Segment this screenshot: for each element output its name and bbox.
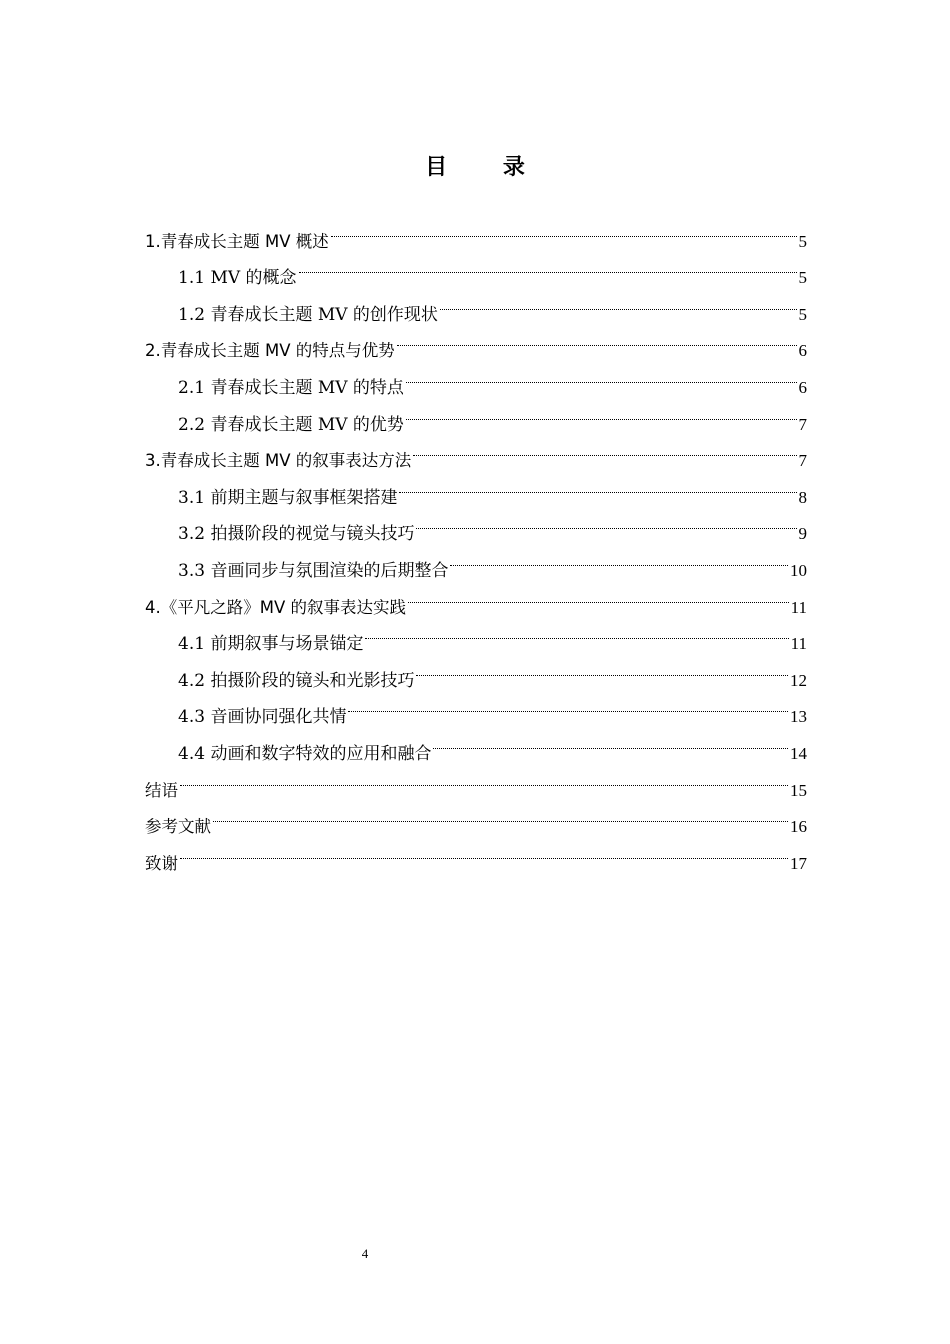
toc-entry-page: 10 [790, 560, 807, 580]
toc-entry-page: 5 [798, 231, 807, 251]
toc-dot-leader [433, 722, 788, 759]
toc-entry-label: 3.3 音画同步与氛围渲染的后期整合 [178, 560, 449, 581]
toc-dot-leader [408, 576, 789, 613]
page-number: 4 [361, 1246, 369, 1261]
toc-dot-leader [416, 649, 788, 686]
toc-dot-leader [406, 356, 797, 393]
toc-dot-leader [406, 393, 797, 430]
toc-entry-label: 4.4 动画和数字特效的应用和融合 [178, 743, 432, 764]
toc-entry[interactable] [145, 832, 807, 873]
toc-dot-leader [299, 247, 797, 284]
toc-entry-label: 3.2 拍摄阶段的视觉与镜头技巧 [178, 524, 415, 545]
toc-entry-page: 5 [798, 304, 807, 324]
toc-entry-label: 1.2 青春成长主题 MV 的创作现状 [178, 304, 438, 325]
toc-entry[interactable] [145, 210, 807, 251]
toc-entry-label: 2.2 青春成长主题 MV 的优势 [178, 414, 404, 435]
toc-entry-label: 4.3 音画协同强化共情 [178, 707, 347, 728]
toc-dot-leader [413, 430, 796, 467]
toc-dot-leader [440, 283, 797, 320]
toc-entry-page: 12 [790, 670, 807, 690]
toc-entry-page: 5 [798, 268, 807, 288]
toc-entry-label: 4.2 拍摄阶段的镜头和光影技巧 [178, 670, 415, 691]
toc-entry-page: 11 [790, 597, 807, 617]
toc-entry-label: 4.《平凡之路》MV 的叙事表达实践 [145, 597, 407, 617]
toc-entry-label: 1.1 MV 的概念 [178, 268, 297, 289]
toc-entry-page: 6 [798, 341, 807, 361]
toc-dot-leader [213, 796, 788, 833]
toc-entry[interactable] [145, 759, 807, 800]
toc-entry[interactable] [145, 796, 807, 837]
toc-entry-page: 7 [798, 414, 807, 434]
toc-dot-leader [397, 320, 797, 357]
toc-entry-label: 致谢 [145, 853, 178, 873]
table-of-contents [145, 210, 807, 873]
toc-entry-label: 参考文献 [145, 817, 211, 837]
toc-entry-label: 2.青春成长主题 MV 的特点与优势 [145, 341, 395, 361]
toc-entry-page: 7 [798, 451, 807, 471]
toc-entry-page: 8 [798, 487, 807, 507]
toc-entry-page: 16 [790, 817, 807, 837]
toc-dot-leader [331, 210, 797, 247]
toc-entry-page: 6 [798, 377, 807, 397]
toc-entry-label: 2.1 青春成长主题 MV 的特点 [178, 377, 404, 398]
toc-title: 目 录 [425, 155, 549, 180]
toc-dot-leader [348, 686, 788, 723]
toc-dot-leader [365, 613, 788, 650]
toc-entry-page: 17 [790, 853, 807, 873]
toc-entry-page: 11 [790, 634, 807, 654]
toc-dot-leader [416, 503, 796, 540]
toc-entry-page: 9 [798, 524, 807, 544]
toc-entry-page: 14 [790, 743, 807, 763]
toc-dot-leader [399, 466, 796, 503]
toc-dot-leader [450, 539, 788, 576]
toc-entry-label: 3.1 前期主题与叙事框架搭建 [178, 487, 398, 508]
toc-dot-leader [180, 832, 788, 869]
toc-entry-label: 3.青春成长主题 MV 的叙事表达方法 [145, 451, 412, 471]
toc-dot-leader [180, 759, 788, 796]
toc-entry-page: 15 [790, 780, 807, 800]
toc-entry-label: 结语 [145, 780, 178, 800]
toc-entry-label: 1.青春成长主题 MV 概述 [145, 231, 329, 251]
toc-entry-page: 13 [790, 707, 807, 727]
toc-entry-label: 4.1 前期叙事与场景锚定 [178, 634, 364, 655]
